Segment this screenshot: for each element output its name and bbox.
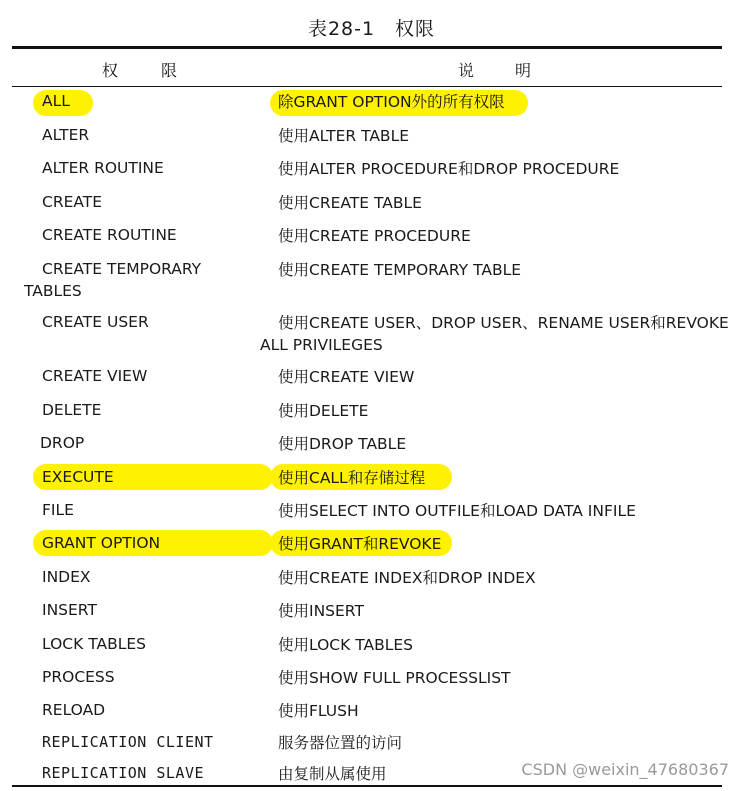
privilege-description: 由复制从属使用 — [278, 765, 387, 783]
table-row — [0, 397, 743, 430]
privilege-description: 服务器位置的访问 — [278, 734, 403, 752]
privilege-name: ALTER ROUTINE — [42, 159, 164, 177]
privilege-description: 使用ALTER PROCEDURE和DROP PROCEDURE — [278, 160, 620, 178]
privilege-name: INSERT — [42, 601, 97, 619]
top-rule — [12, 46, 722, 49]
privilege-name: DELETE — [42, 401, 102, 419]
table-row — [0, 464, 743, 497]
privilege-description: 使用CREATE TEMPORARY TABLE — [278, 261, 522, 279]
privilege-name: DROP — [40, 434, 85, 452]
table-row — [0, 189, 743, 222]
privilege-name: CREATE TEMPORARY TABLES — [24, 260, 202, 300]
privilege-description: 使用FLUSH — [278, 702, 359, 720]
watermark: CSDN @weixin_47680367 — [521, 760, 729, 779]
privilege-description: 使用SELECT INTO OUTFILE和LOAD DATA INFILE — [278, 502, 636, 520]
table-caption: 表28-1 权限 — [307, 18, 436, 40]
table-row — [0, 222, 743, 255]
privilege-name: EXECUTE — [42, 468, 114, 486]
privilege-name: GRANT OPTION — [42, 534, 161, 552]
privilege-description: 使用INSERT — [278, 602, 364, 620]
privilege-name: REPLICATION SLAVE — [42, 764, 205, 782]
privilege-name: ALL — [42, 92, 70, 110]
privilege-description: 除GRANT OPTION外的所有权限 — [278, 93, 505, 111]
privilege-name: FILE — [42, 501, 74, 519]
privilege-description: 使用ALTER TABLE — [278, 127, 409, 145]
header-privilege-b: 限 — [161, 61, 179, 80]
privilege-description: 使用LOCK TABLES — [278, 636, 413, 654]
table-row — [0, 729, 743, 760]
privilege-name: CREATE ROUTINE — [42, 226, 177, 244]
table-row — [0, 256, 743, 308]
privilege-name: RELOAD — [42, 701, 106, 719]
table-row — [0, 497, 743, 530]
table-row — [0, 631, 743, 664]
header-description-a: 说 — [458, 61, 476, 80]
table-row — [0, 363, 743, 396]
privilege-name: ALTER — [42, 126, 90, 144]
table-row — [0, 430, 743, 463]
table-row — [0, 564, 743, 597]
privilege-name: PROCESS — [42, 668, 115, 686]
privilege-name: REPLICATION CLIENT — [42, 733, 214, 751]
privilege-description: 使用DROP TABLE — [278, 435, 407, 453]
privilege-name: LOCK TABLES — [42, 635, 146, 653]
header-description-b: 明 — [515, 61, 533, 80]
privilege-name: CREATE USER — [42, 313, 149, 331]
privilege-description: 使用GRANT和REVOKE — [278, 535, 442, 553]
table-row — [0, 664, 743, 697]
privilege-description: 使用CREATE PROCEDURE — [278, 227, 471, 245]
privilege-description: 使用CREATE INDEX和DROP INDEX — [278, 569, 536, 587]
bottom-rule — [12, 785, 722, 787]
header-rule — [12, 86, 722, 87]
privilege-description: 使用CREATE USER、DROP USER、RENAME USER和REVOKE ALL PRIVILEGES — [260, 314, 729, 354]
privilege-description: 使用SHOW FULL PROCESSLIST — [278, 669, 511, 687]
privilege-name: INDEX — [42, 568, 91, 586]
table-row — [0, 309, 743, 361]
privilege-name: CREATE — [42, 193, 103, 211]
table-row — [0, 697, 743, 730]
privilege-description: 使用CREATE TABLE — [278, 194, 422, 212]
table-row — [0, 88, 743, 121]
privilege-description: 使用CREATE VIEW — [278, 368, 415, 386]
privilege-description: 使用DELETE — [278, 402, 369, 420]
header-description — [458, 58, 532, 81]
table-row — [0, 122, 743, 155]
header-privilege — [102, 58, 178, 81]
header-privilege-a: 权 — [102, 61, 120, 80]
table-row — [0, 597, 743, 630]
table-row — [0, 155, 743, 188]
privilege-description: 使用CALL和存储过程 — [278, 469, 426, 487]
privilege-name: CREATE VIEW — [42, 367, 148, 385]
table-row — [0, 530, 743, 563]
